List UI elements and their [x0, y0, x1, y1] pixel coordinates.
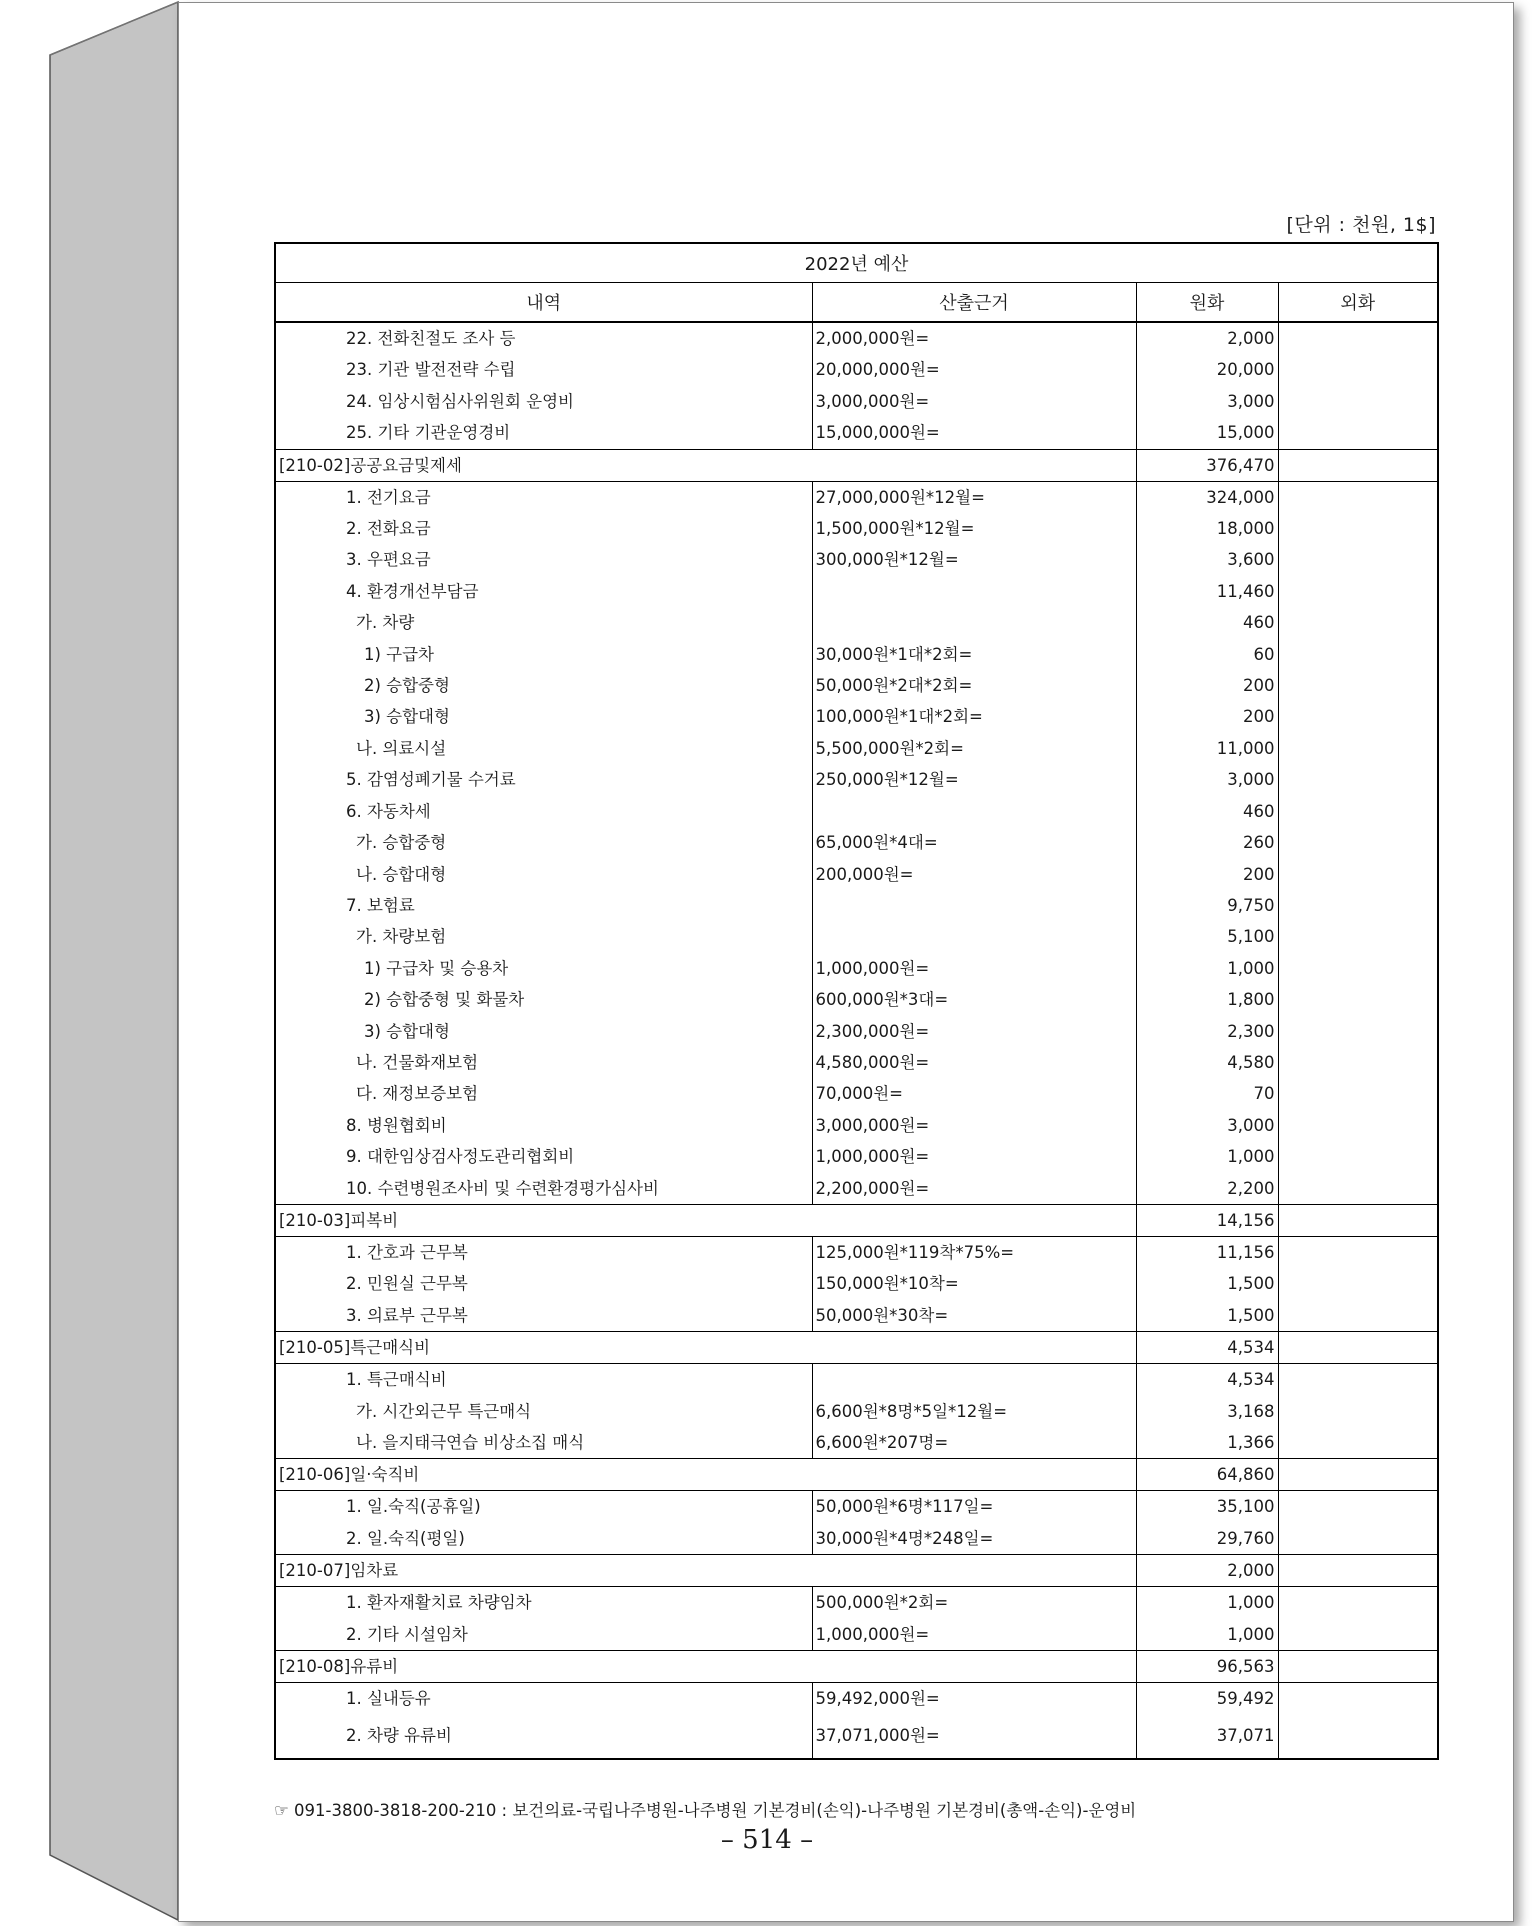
item-foreign-cell: [1278, 1300, 1438, 1332]
item-krw-amount: 2,200: [1136, 1173, 1278, 1205]
item-krw-amount: 2,300: [1136, 1016, 1278, 1047]
table-row: [275, 1300, 1438, 1332]
item-foreign-cell: [1278, 481, 1438, 513]
section-krw-total: 2,000: [1136, 1555, 1278, 1587]
item-krw-amount: 11,156: [1136, 1236, 1278, 1268]
table-row: [275, 1523, 1438, 1555]
item-foreign-cell: [1278, 984, 1438, 1015]
table-row: [275, 1078, 1438, 1109]
item-description: 나. 의료시설: [275, 733, 812, 764]
item-foreign-cell: [1278, 796, 1438, 827]
section-krw-total: 64,860: [1136, 1459, 1278, 1491]
section-krw-total: 96,563: [1136, 1651, 1278, 1683]
item-foreign-cell: [1278, 639, 1438, 670]
table-row: [275, 701, 1438, 732]
table-row: [275, 984, 1438, 1015]
section-title: [210-02]공공요금및제세: [275, 449, 1136, 481]
item-foreign-cell: [1278, 1268, 1438, 1299]
table-row: [275, 576, 1438, 607]
table-row: [275, 607, 1438, 638]
table-row: [275, 386, 1438, 417]
item-krw-amount: 1,500: [1136, 1300, 1278, 1332]
table-body: [275, 322, 1438, 1759]
item-krw-amount: 70: [1136, 1078, 1278, 1109]
table-title-row: [275, 243, 1438, 283]
item-foreign-cell: [1278, 354, 1438, 385]
table-row: [275, 1619, 1438, 1651]
item-description: 6. 자동차세: [275, 796, 812, 827]
section-foreign-cell: [1278, 449, 1438, 481]
item-description: 2) 승합중형 및 화물차: [275, 984, 812, 1015]
item-basis: 65,000원*4대=: [812, 827, 1136, 858]
header-basis: 산출근거: [812, 283, 1136, 323]
section-title: [210-05]특근매식비: [275, 1332, 1136, 1364]
item-description: 가. 시간외근무 특근매식: [275, 1396, 812, 1427]
item-description: 나. 승합대형: [275, 859, 812, 890]
item-krw-amount: 324,000: [1136, 481, 1278, 513]
item-description: 2. 민원실 근무복: [275, 1268, 812, 1299]
item-foreign-cell: [1278, 1141, 1438, 1172]
item-basis: 300,000원*12월=: [812, 544, 1136, 575]
item-foreign-cell: [1278, 1491, 1438, 1523]
item-description: 3) 승합대형: [275, 701, 812, 732]
item-description: 4. 환경개선부담금: [275, 576, 812, 607]
item-krw-amount: 11,000: [1136, 733, 1278, 764]
item-krw-amount: 1,800: [1136, 984, 1278, 1015]
table-row: [275, 670, 1438, 701]
table-row: [275, 921, 1438, 952]
item-description: 가. 승합중형: [275, 827, 812, 858]
table-row: [275, 890, 1438, 921]
table-row: [275, 859, 1438, 890]
item-description: 3. 우편요금: [275, 544, 812, 575]
item-foreign-cell: [1278, 607, 1438, 638]
item-krw-amount: 2,000: [1136, 322, 1278, 354]
item-basis: [812, 796, 1136, 827]
item-foreign-cell: [1278, 827, 1438, 858]
item-foreign-cell: [1278, 1587, 1438, 1619]
item-krw-amount: 20,000: [1136, 354, 1278, 385]
item-basis: [812, 576, 1136, 607]
item-basis: 50,000원*2대*2회=: [812, 670, 1136, 701]
item-foreign-cell: [1278, 1236, 1438, 1268]
item-basis: 3,000,000원=: [812, 1110, 1136, 1141]
item-basis: 37,071,000원=: [812, 1714, 1136, 1759]
item-krw-amount: 200: [1136, 859, 1278, 890]
item-foreign-cell: [1278, 513, 1438, 544]
item-foreign-cell: [1278, 1523, 1438, 1555]
item-description: 8. 병원협회비: [275, 1110, 812, 1141]
section-krw-total: 4,534: [1136, 1332, 1278, 1364]
item-krw-amount: 11,460: [1136, 576, 1278, 607]
item-krw-amount: 3,168: [1136, 1396, 1278, 1427]
table-row: [275, 1047, 1438, 1078]
table-row: [275, 953, 1438, 984]
item-krw-amount: 35,100: [1136, 1491, 1278, 1523]
item-description: 1) 구급차 및 승용차: [275, 953, 812, 984]
section-foreign-cell: [1278, 1332, 1438, 1364]
item-basis: [812, 921, 1136, 952]
table-header-row: [275, 283, 1438, 323]
item-krw-amount: 460: [1136, 607, 1278, 638]
item-krw-amount: 1,000: [1136, 1587, 1278, 1619]
table-row: [275, 544, 1438, 575]
item-basis: 1,000,000원=: [812, 953, 1136, 984]
item-foreign-cell: [1278, 1427, 1438, 1459]
table-row: [275, 1141, 1438, 1172]
item-foreign-cell: [1278, 670, 1438, 701]
item-krw-amount: 60: [1136, 639, 1278, 670]
item-basis: 500,000원*2회=: [812, 1587, 1136, 1619]
item-description: 1. 일.숙직(공휴일): [275, 1491, 812, 1523]
item-krw-amount: 15,000: [1136, 417, 1278, 449]
section-foreign-cell: [1278, 1459, 1438, 1491]
item-description: 1. 환자재활치료 차량임차: [275, 1587, 812, 1619]
item-basis: 2,200,000원=: [812, 1173, 1136, 1205]
section-row: [275, 449, 1438, 481]
item-foreign-cell: [1278, 386, 1438, 417]
item-description: 나. 을지태극연습 비상소집 매식: [275, 1427, 812, 1459]
item-krw-amount: 5,100: [1136, 921, 1278, 952]
item-krw-amount: 3,600: [1136, 544, 1278, 575]
item-basis: 6,600원*8명*5일*12월=: [812, 1396, 1136, 1427]
item-foreign-cell: [1278, 1078, 1438, 1109]
item-description: 23. 기관 발전전략 수립: [275, 354, 812, 385]
item-description: 9. 대한임상검사정도관리협회비: [275, 1141, 812, 1172]
item-krw-amount: 1,000: [1136, 953, 1278, 984]
item-basis: 4,580,000원=: [812, 1047, 1136, 1078]
section-title: [210-03]피복비: [275, 1204, 1136, 1236]
table-row: [275, 1396, 1438, 1427]
item-description: 2. 차량 유류비: [275, 1714, 812, 1759]
item-description: 1. 특근매식비: [275, 1364, 812, 1396]
item-krw-amount: 9,750: [1136, 890, 1278, 921]
item-foreign-cell: [1278, 1364, 1438, 1396]
item-basis: [812, 890, 1136, 921]
item-krw-amount: 4,534: [1136, 1364, 1278, 1396]
table-row: [275, 481, 1438, 513]
page-number: – 514 –: [720, 1825, 814, 1855]
item-basis: 3,000,000원=: [812, 386, 1136, 417]
item-foreign-cell: [1278, 1047, 1438, 1078]
budget-table: [274, 242, 1439, 1760]
item-krw-amount: 37,071: [1136, 1714, 1278, 1759]
item-description: 25. 기타 기관운영경비: [275, 417, 812, 449]
section-row: [275, 1651, 1438, 1683]
item-basis: 150,000원*10착=: [812, 1268, 1136, 1299]
section-title: [210-08]유류비: [275, 1651, 1136, 1683]
table-row: [275, 764, 1438, 795]
item-foreign-cell: [1278, 859, 1438, 890]
section-foreign-cell: [1278, 1204, 1438, 1236]
section-title: [210-07]임차료: [275, 1555, 1136, 1587]
section-krw-total: 376,470: [1136, 449, 1278, 481]
item-basis: 2,300,000원=: [812, 1016, 1136, 1047]
item-description: 7. 보험료: [275, 890, 812, 921]
item-foreign-cell: [1278, 417, 1438, 449]
table-row: [275, 1714, 1438, 1759]
table-row: [275, 1427, 1438, 1459]
item-basis: 70,000원=: [812, 1078, 1136, 1109]
item-foreign-cell: [1278, 1173, 1438, 1205]
item-description: 1. 실내등유: [275, 1683, 812, 1715]
item-description: 2) 승합중형: [275, 670, 812, 701]
header-foreign: 외화: [1278, 283, 1438, 323]
section-foreign-cell: [1278, 1651, 1438, 1683]
item-krw-amount: 1,000: [1136, 1619, 1278, 1651]
section-row: [275, 1459, 1438, 1491]
item-description: 5. 감염성폐기물 수거료: [275, 764, 812, 795]
table-row: [275, 417, 1438, 449]
section-krw-total: 14,156: [1136, 1204, 1278, 1236]
item-basis: 30,000원*1대*2회=: [812, 639, 1136, 670]
item-description: 1) 구급차: [275, 639, 812, 670]
item-krw-amount: 3,000: [1136, 1110, 1278, 1141]
item-krw-amount: 3,000: [1136, 386, 1278, 417]
item-description: 24. 임상시험심사위원회 운영비: [275, 386, 812, 417]
item-basis: 250,000원*12월=: [812, 764, 1136, 795]
item-description: 다. 재정보증보험: [275, 1078, 812, 1109]
item-description: 10. 수련병원조사비 및 수련환경평가심사비: [275, 1173, 812, 1205]
table-row: [275, 639, 1438, 670]
header-krw: 원화: [1136, 283, 1278, 323]
item-description: 1. 간호과 근무복: [275, 1236, 812, 1268]
item-krw-amount: 3,000: [1136, 764, 1278, 795]
item-basis: 1,000,000원=: [812, 1619, 1136, 1651]
section-row: [275, 1332, 1438, 1364]
item-basis: 2,000,000원=: [812, 322, 1136, 354]
table-row: [275, 827, 1438, 858]
item-basis: 59,492,000원=: [812, 1683, 1136, 1715]
item-basis: [812, 607, 1136, 638]
table-row: [275, 513, 1438, 544]
item-basis: 1,000,000원=: [812, 1141, 1136, 1172]
section-row: [275, 1204, 1438, 1236]
item-foreign-cell: [1278, 921, 1438, 952]
item-krw-amount: 200: [1136, 701, 1278, 732]
item-basis: 50,000원*6명*117일=: [812, 1491, 1136, 1523]
item-basis: 1,500,000원*12월=: [812, 513, 1136, 544]
table-row: [275, 1173, 1438, 1205]
section-foreign-cell: [1278, 1555, 1438, 1587]
item-basis: 30,000원*4명*248일=: [812, 1523, 1136, 1555]
item-krw-amount: 29,760: [1136, 1523, 1278, 1555]
item-description: 22. 전화친절도 조사 등: [275, 322, 812, 354]
table-row: [275, 796, 1438, 827]
item-foreign-cell: [1278, 322, 1438, 354]
item-description: 2. 전화요금: [275, 513, 812, 544]
table-row: [275, 1587, 1438, 1619]
item-basis: 15,000,000원=: [812, 417, 1136, 449]
item-description: 가. 차량보험: [275, 921, 812, 952]
item-foreign-cell: [1278, 953, 1438, 984]
item-description: 가. 차량: [275, 607, 812, 638]
table-row: [275, 1016, 1438, 1047]
item-krw-amount: 59,492: [1136, 1683, 1278, 1715]
item-krw-amount: 1,500: [1136, 1268, 1278, 1299]
item-foreign-cell: [1278, 733, 1438, 764]
item-basis: 200,000원=: [812, 859, 1136, 890]
table-title: 2022년 예산: [275, 243, 1438, 283]
item-foreign-cell: [1278, 1683, 1438, 1715]
item-krw-amount: 1,000: [1136, 1141, 1278, 1172]
item-basis: 27,000,000원*12월=: [812, 481, 1136, 513]
item-basis: 600,000원*3대=: [812, 984, 1136, 1015]
table-row: [275, 354, 1438, 385]
section-row: [275, 1555, 1438, 1587]
table-row: [275, 322, 1438, 354]
section-title: [210-06]일·숙직비: [275, 1459, 1136, 1491]
item-description: 3. 의료부 근무복: [275, 1300, 812, 1332]
item-foreign-cell: [1278, 576, 1438, 607]
item-basis: 125,000원*119착*75%=: [812, 1236, 1136, 1268]
table-row: [275, 1683, 1438, 1715]
item-basis: 5,500,000원*2회=: [812, 733, 1136, 764]
item-basis: 50,000원*30착=: [812, 1300, 1136, 1332]
item-foreign-cell: [1278, 701, 1438, 732]
table-row: [275, 1110, 1438, 1141]
item-foreign-cell: [1278, 544, 1438, 575]
item-foreign-cell: [1278, 1110, 1438, 1141]
table-row: [275, 1364, 1438, 1396]
item-basis: [812, 1364, 1136, 1396]
item-foreign-cell: [1278, 764, 1438, 795]
item-krw-amount: 200: [1136, 670, 1278, 701]
item-basis: 6,600원*207명=: [812, 1427, 1136, 1459]
item-foreign-cell: [1278, 1619, 1438, 1651]
item-description: 3) 승합대형: [275, 1016, 812, 1047]
item-krw-amount: 4,580: [1136, 1047, 1278, 1078]
item-basis: 100,000원*1대*2회=: [812, 701, 1136, 732]
item-foreign-cell: [1278, 1396, 1438, 1427]
footer-account-note: ☞ 091-3800-3818-200-210 : 보건의료-국립나주병원-나주병원 기본경비(손익)-나주병원 기본경비(총액-손익)-운영비: [274, 1801, 1137, 1820]
item-krw-amount: 260: [1136, 827, 1278, 858]
item-krw-amount: 1,366: [1136, 1427, 1278, 1459]
table-row: [275, 1236, 1438, 1268]
item-foreign-cell: [1278, 890, 1438, 921]
table-row: [275, 733, 1438, 764]
header-description: 내역: [275, 283, 812, 323]
item-foreign-cell: [1278, 1714, 1438, 1759]
table-row: [275, 1268, 1438, 1299]
item-foreign-cell: [1278, 1016, 1438, 1047]
item-krw-amount: 460: [1136, 796, 1278, 827]
unit-label: [단위 : 천원, 1$]: [1286, 214, 1436, 236]
item-description: 나. 건물화재보험: [275, 1047, 812, 1078]
item-description: 1. 전기요금: [275, 481, 812, 513]
item-description: 2. 일.숙직(평일): [275, 1523, 812, 1555]
table-row: [275, 1491, 1438, 1523]
item-krw-amount: 18,000: [1136, 513, 1278, 544]
item-description: 2. 기타 시설임차: [275, 1619, 812, 1651]
item-basis: 20,000,000원=: [812, 354, 1136, 385]
